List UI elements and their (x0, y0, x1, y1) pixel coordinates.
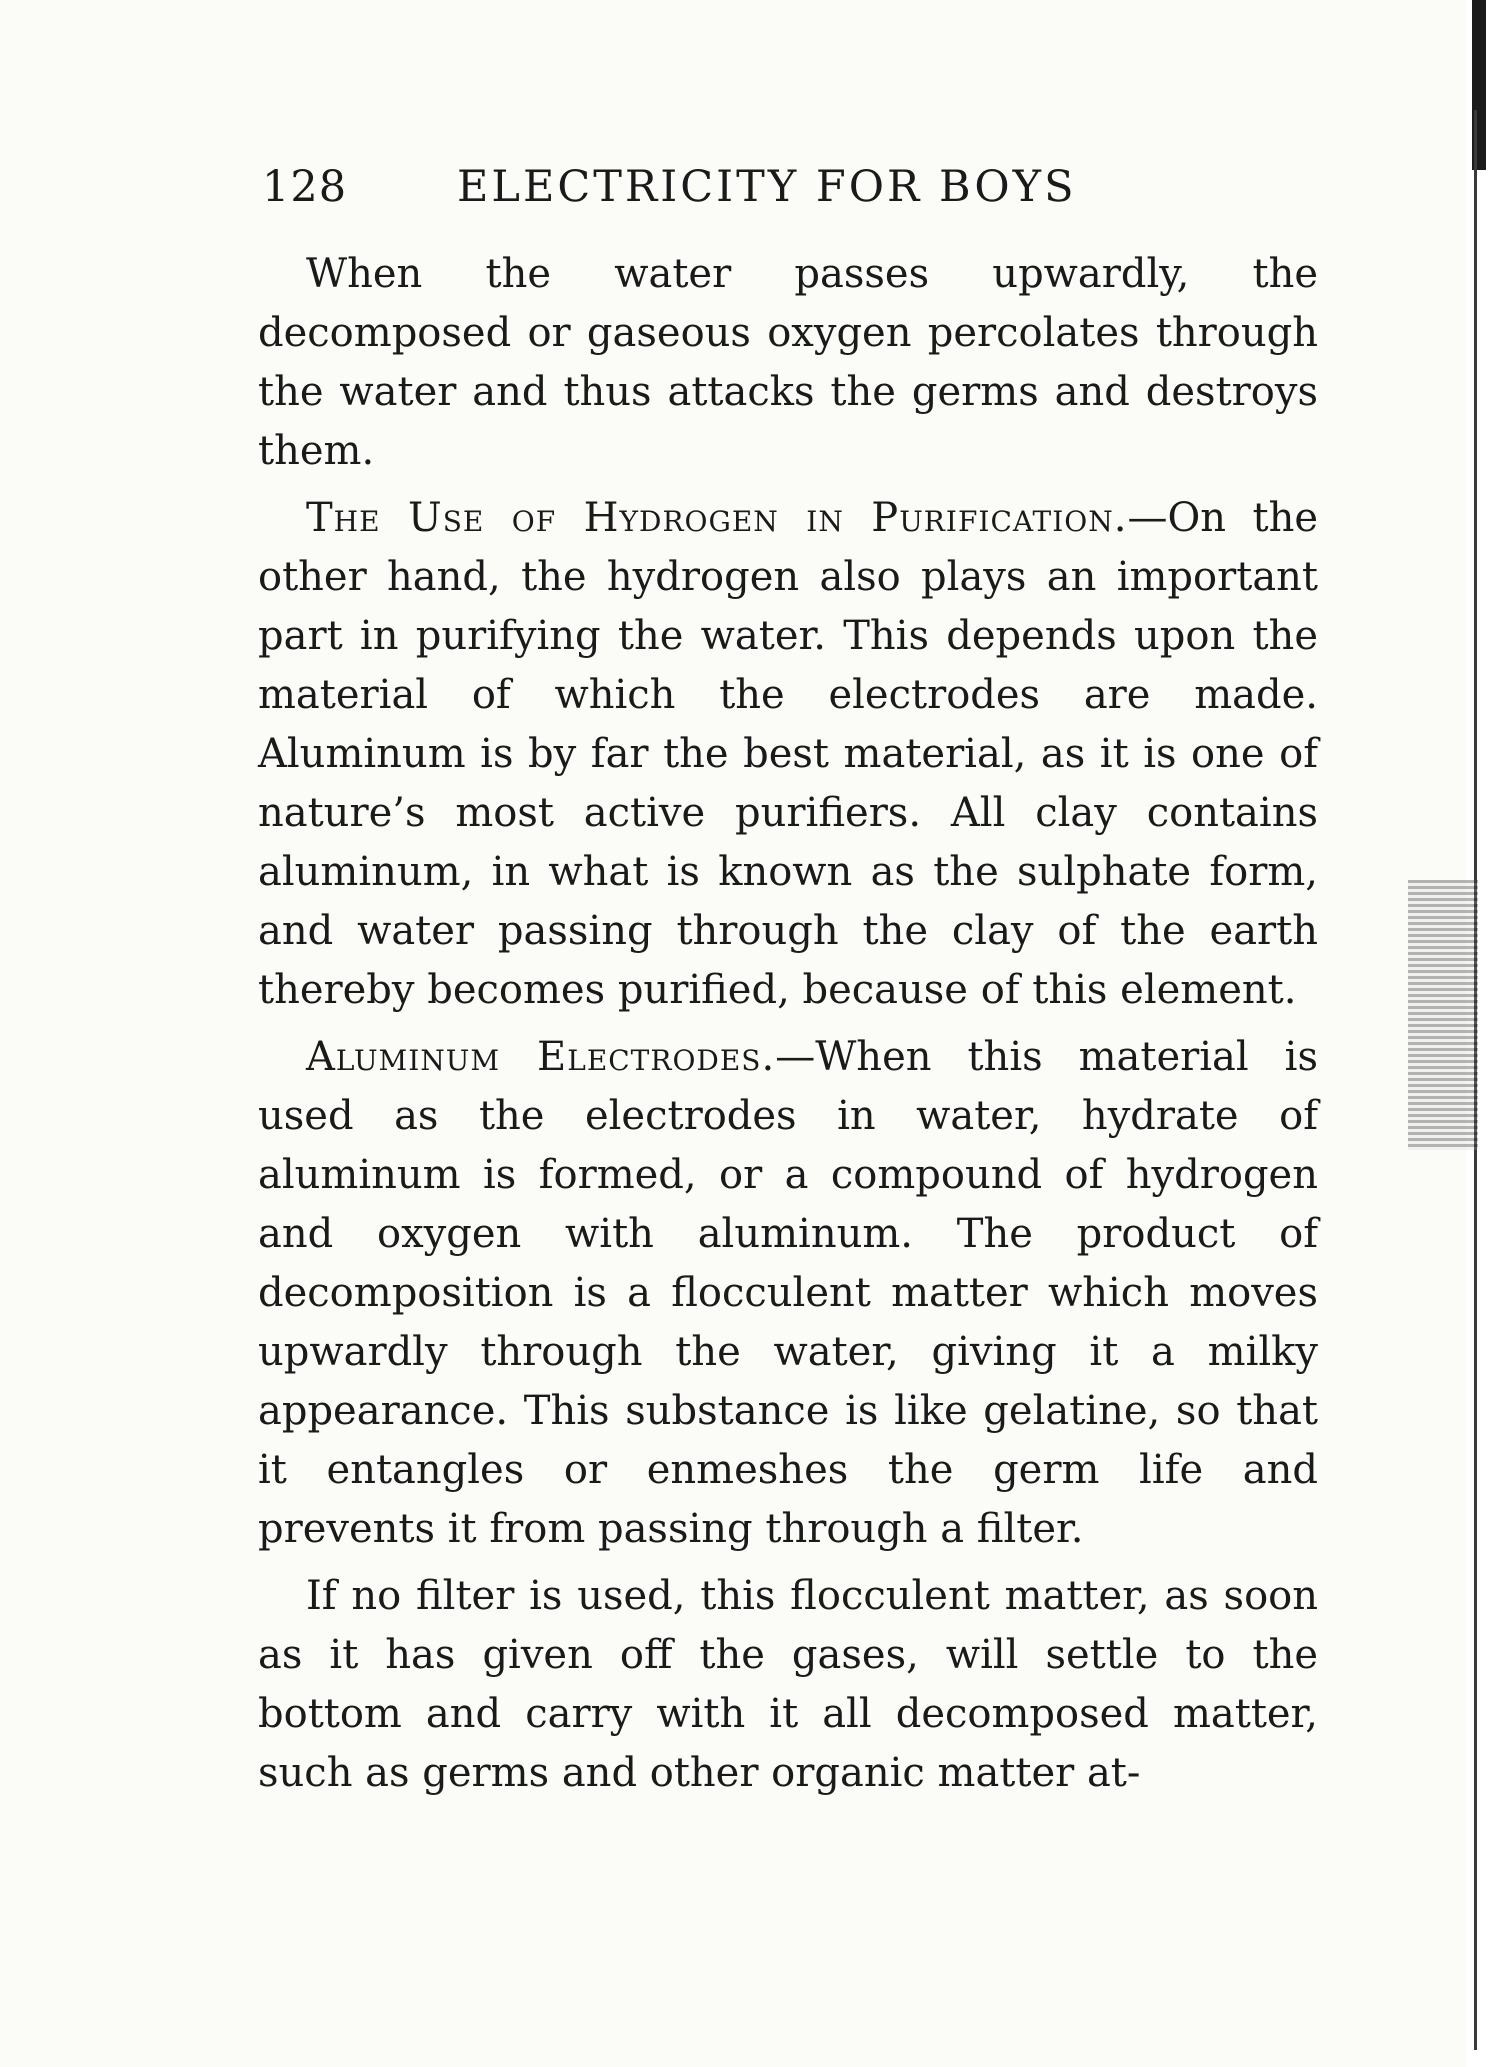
paragraph-text: If no filter is used, this flocculent matter, as soon as it has given off the gases, will settle to the bottom and carry with it all decomposed matter, such as germs and other organic matter at- (258, 1573, 1318, 1796)
section-heading-aluminum: Aluminum Electrodes. (306, 1034, 776, 1080)
running-title: ELECTRICITY FOR BOYS (457, 162, 1077, 212)
paragraph-aluminum (258, 1028, 1318, 1559)
paragraph-text: When the water passes upwardly, the decomposed or gaseous oxygen percolates through the water and thus attacks the germs and destroys them. (258, 251, 1318, 474)
paragraph-filter (258, 1567, 1318, 1803)
section-heading-hydrogen: The Use of Hydrogen in Purification. (306, 495, 1128, 541)
paragraph-hydrogen (258, 489, 1318, 1020)
spine-bleed-through (1408, 880, 1478, 1150)
paragraph-oxygen (258, 245, 1318, 481)
body-text (258, 245, 1318, 1803)
page-header (262, 162, 1322, 222)
page-number: 128 (262, 162, 348, 212)
paragraph-text: —When this material is used as the electrodes in water, hydrate of aluminum is formed, or a compound of hydrogen and oxygen with aluminum. The product of decomposition is a flocculent matter which moves upwardly through the water, giving it a milky appearance. This substance is like gelatine, so that it entangles or enmeshes the germ life and prevents it from passing through a filter. (258, 1034, 1318, 1552)
paragraph-text: —On the other hand, the hydrogen also plays an important part in purifying the water. This depends upon the material of which the electrodes are made. Aluminum is by far the best material, as it is one of nature’s most active purifiers. All clay contains aluminum, in what is known as the sulphate form, and water passing through the clay of the earth thereby becomes purified, because of this element. (258, 495, 1318, 1013)
